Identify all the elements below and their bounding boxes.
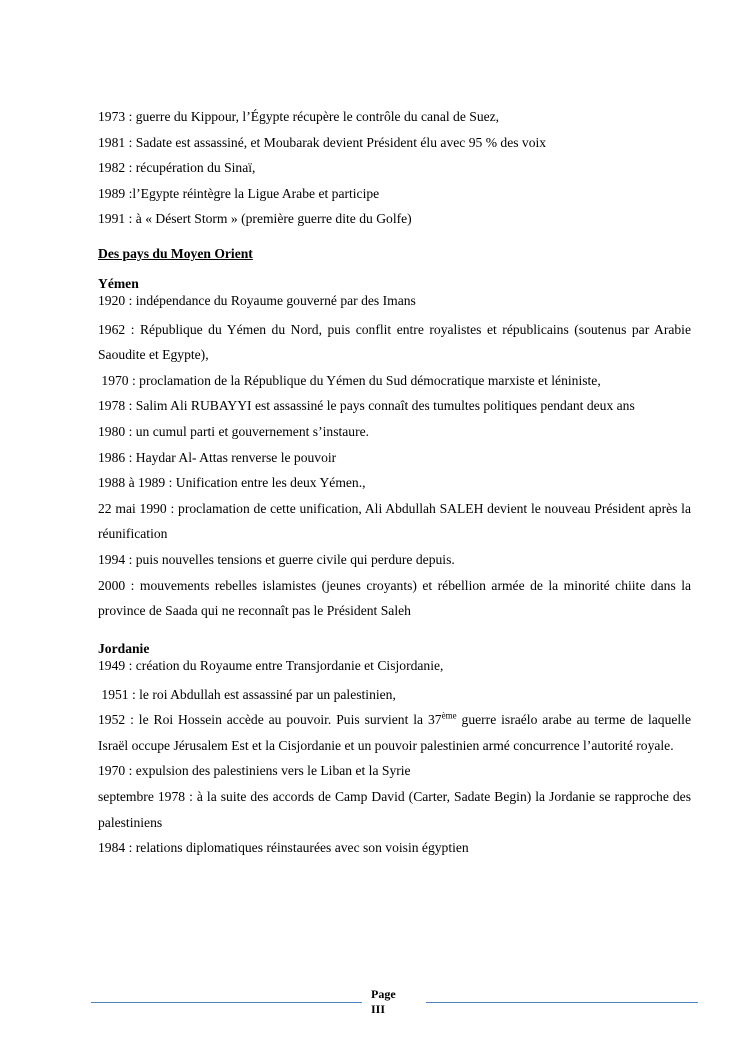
footer-rule-right	[426, 1002, 698, 1003]
footer-rule-left	[91, 1002, 362, 1003]
yemen-line-1970: 1970 : proclamation de la République du Yémen du Sud démocratique marxiste et léniniste,	[98, 372, 601, 388]
yemen-line-1920: 1920 : indépendance du Royaume gouverné par des Imans	[98, 292, 416, 308]
egypt-line-1982: 1982 : récupération du Sinaï,	[98, 160, 256, 176]
yemen-line-1990: 22 mai 1990 : proclamation de cette unification, Ali Abdullah SALEH devient le nouveau Président après la réunification	[98, 500, 691, 542]
jordan-1952-sup: ème	[441, 710, 457, 721]
egypt-line-1989: 1989 :l’Egypte réintègre la Ligue Arabe et participe	[98, 185, 380, 201]
yemen-line-1980: 1980 : un cumul parti et gouvernement s’instaure.	[98, 423, 370, 439]
page-number: III	[371, 1002, 386, 1016]
jordan-1952-post: guerre israélo arabe au terme de laquelle Israël occupe Jérusalem Est et la Cisjordanie et un pouvoir palestinien armé concurrence l’autorité royale.	[98, 712, 691, 753]
jordan-line-1951: 1951 : le roi Abdullah est assassiné par un palestinien,	[98, 686, 396, 702]
yemen-line-1962: 1962 : République du Yémen du Nord, puis conflit entre royalistes et républicains (soutenus par Arabie Saoudite et Egypte),	[98, 321, 691, 363]
section-title: Des pays du Moyen Orient	[98, 245, 253, 261]
jordan-line-1984: 1984 : relations diplomatiques réinstaurées avec son voisin égyptien	[98, 840, 469, 856]
egypt-line-1991: 1991 : à « Désert Storm » (première guerre dite du Golfe)	[98, 211, 412, 227]
page-content	[98, 104, 691, 861]
yemen-line-1988: 1988 à 1989 : Unification entre les deux Yémen.,	[98, 475, 366, 491]
yemen-line-2000: 2000 : mouvements rebelles islamistes (jeunes croyants) et rébellion armée de la minorité chiite dans la province de Saada qui ne reconnaît pas le Président Saleh	[98, 577, 691, 619]
jordan-line-1949: 1949 : création du Royaume entre Transjordanie et Cisjordanie,	[98, 657, 444, 673]
jordan-title: Jordanie	[98, 640, 150, 656]
yemen-line-1994: 1994 : puis nouvelles tensions et guerre civile qui perdure depuis.	[98, 551, 455, 567]
yemen-line-1986: 1986 : Haydar Al- Attas renverse le pouvoir	[98, 449, 337, 465]
jordan-line-1952	[98, 707, 691, 758]
page-footer	[0, 985, 745, 1025]
egypt-line-1981: 1981 : Sadate est assassiné, et Moubarak devient Président élu avec 95 % des voix	[98, 134, 547, 150]
yemen-line-1978: 1978 : Salim Ali RUBAYYI est assassiné le pays connaît des tumultes politiques pendant deux ans	[98, 398, 635, 414]
jordan-1952-pre: 1952 : le Roi Hossein accède au pouvoir. Puis survient la 37	[98, 712, 442, 728]
yemen-title: Yémen	[98, 275, 139, 291]
jordan-line-1970: 1970 : expulsion des palestiniens vers le Liban et la Syrie	[98, 763, 411, 779]
egypt-line-1973: 1973 : guerre du Kippour, l’Égypte récupère le contrôle du canal de Suez,	[98, 109, 500, 124]
page-word: Page	[371, 987, 396, 1001]
page-number-label	[371, 987, 396, 1017]
jordan-line-1978: septembre 1978 : à la suite des accords de Camp David (Carter, Sadate Begin) la Jordanie se rapproche des palestiniens	[98, 789, 691, 830]
